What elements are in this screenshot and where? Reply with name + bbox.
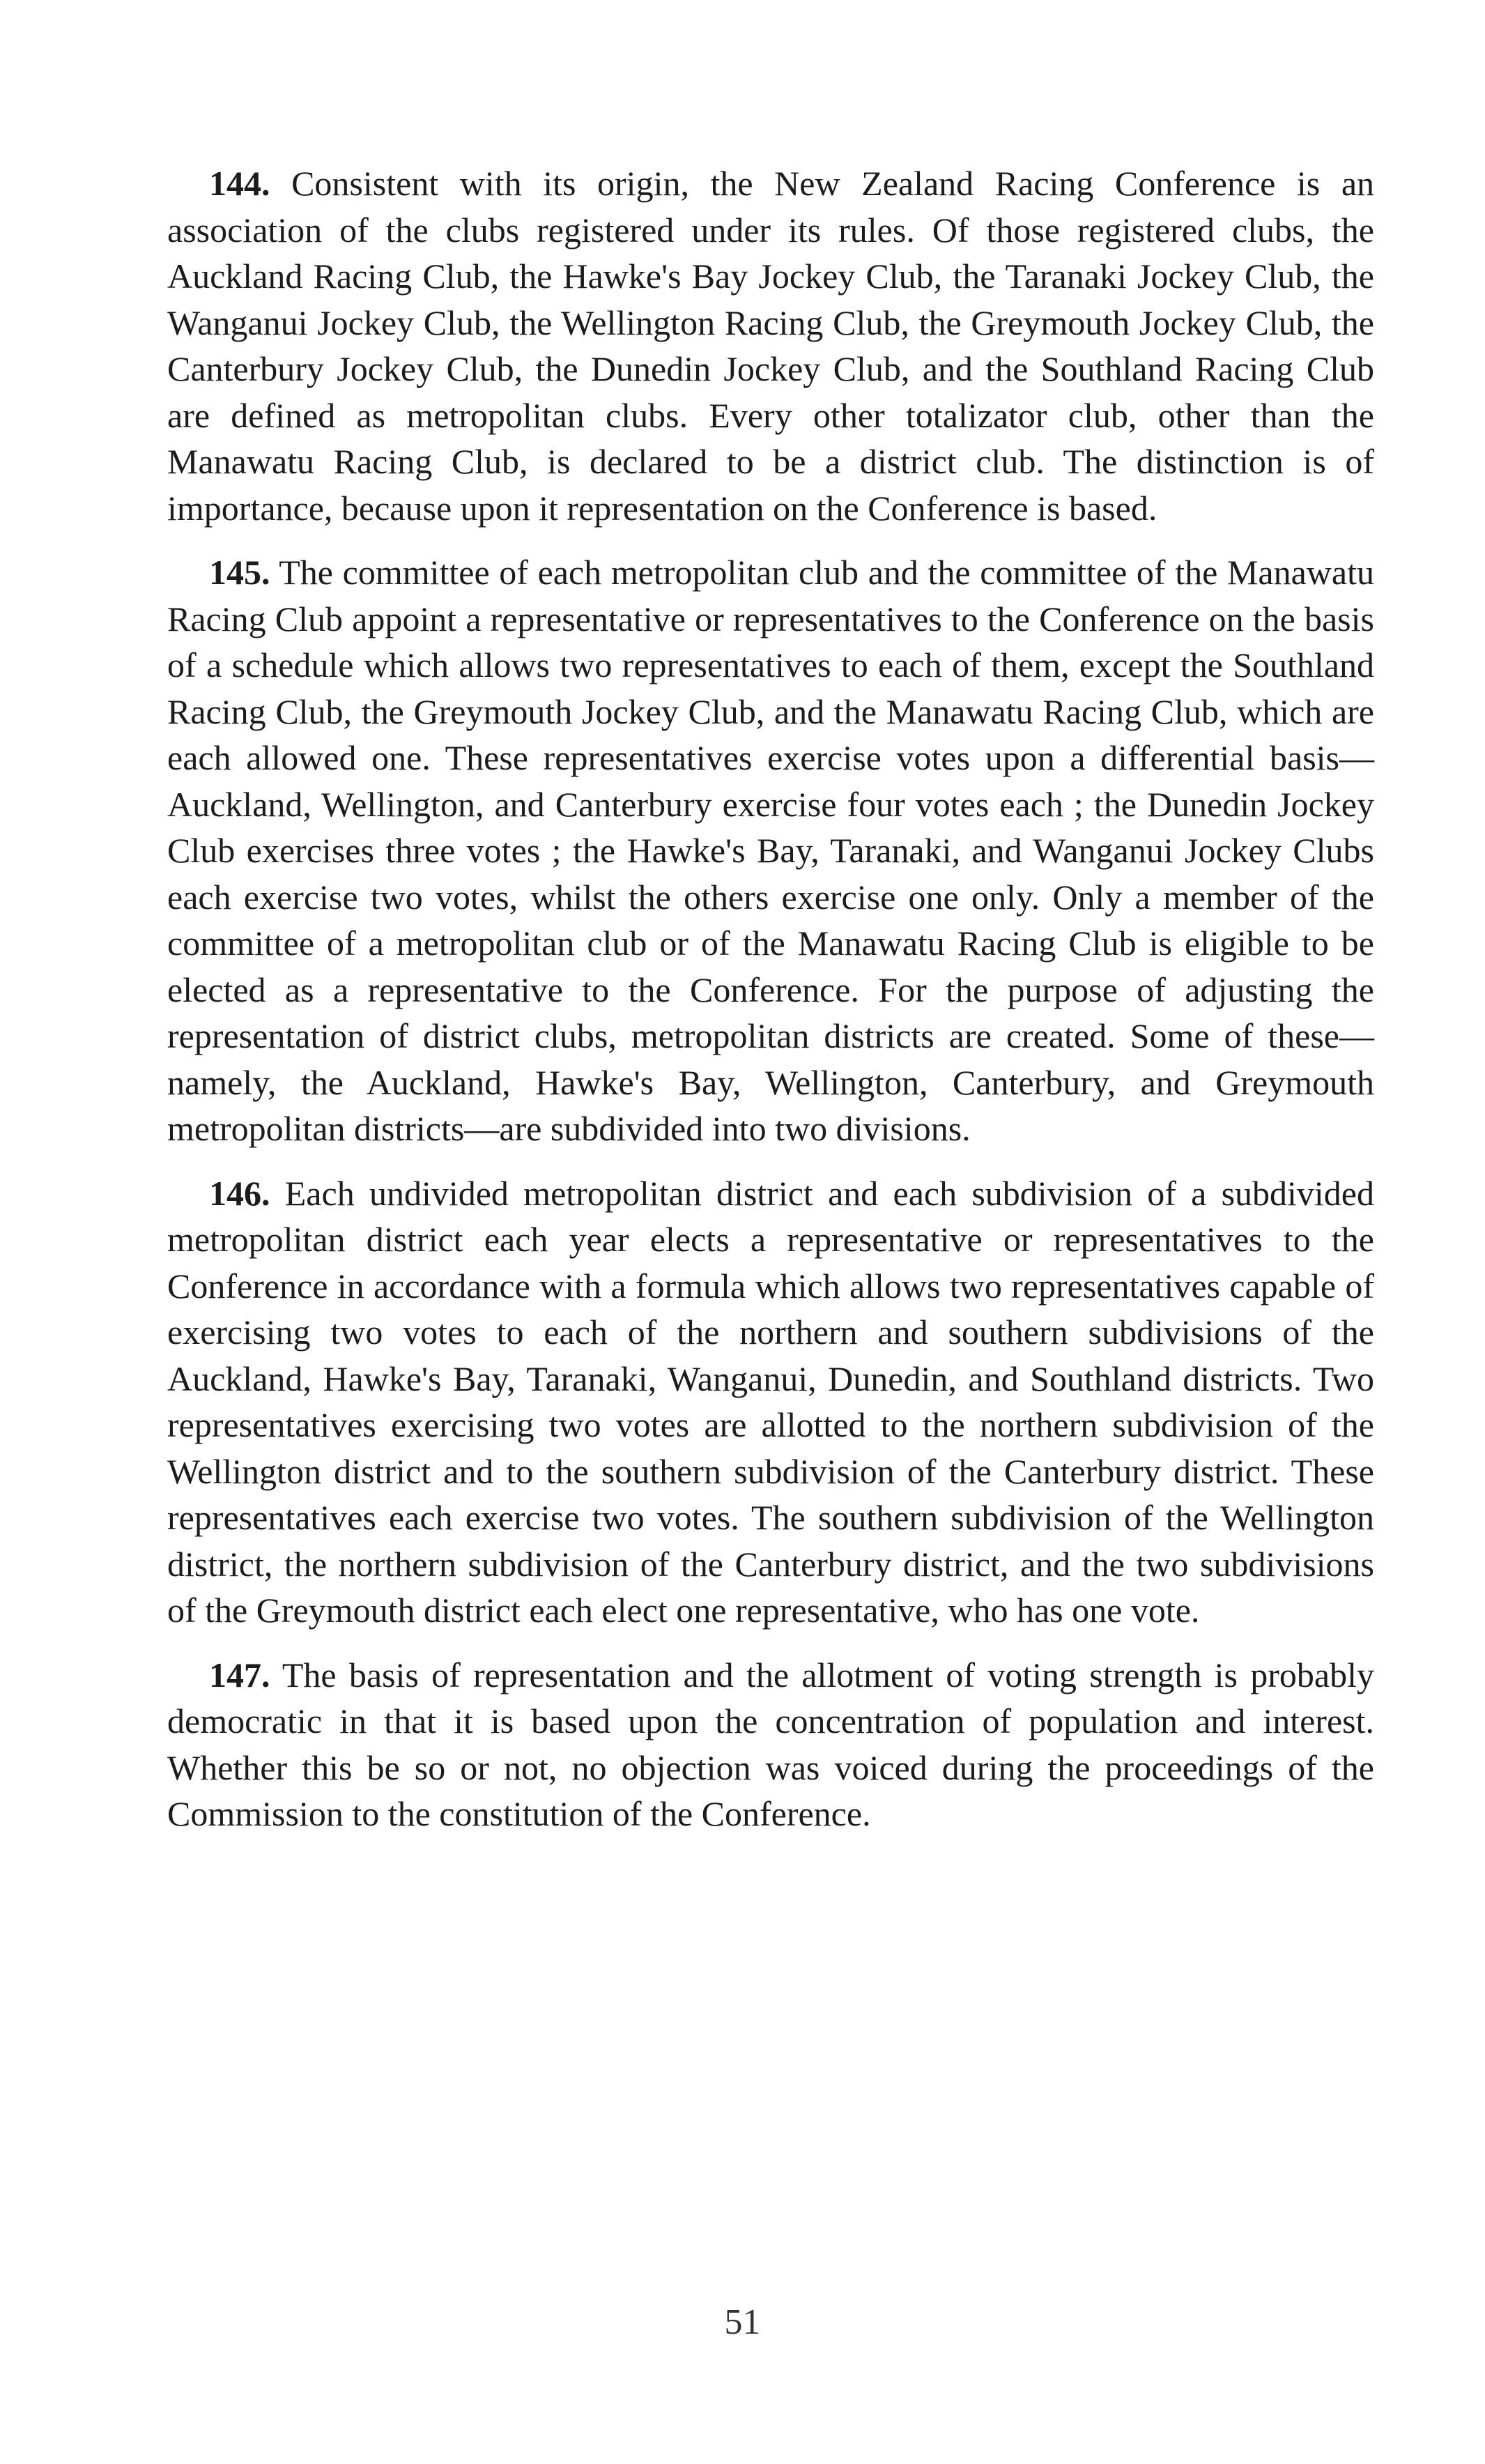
document-body bbox=[167, 160, 1374, 1855]
paragraph-147 bbox=[167, 1652, 1374, 1837]
paragraph-number: 145. bbox=[209, 553, 270, 592]
paragraph-146 bbox=[167, 1170, 1374, 1634]
paragraph-number: 147. bbox=[209, 1655, 270, 1694]
paragraph-number: 144. bbox=[209, 164, 270, 203]
paragraph-144 bbox=[167, 160, 1374, 531]
paragraph-145 bbox=[167, 549, 1374, 1152]
paragraph-text: The committee of each metropolitan club and the committee of the Manawatu Racing Club appoint a representative or representatives to the Conference on the basis of a schedule which allows two representatives to each of them, except the Southland Racing Club, the Greymouth Jockey Club, and the Manawatu Racing Club, which are each allowed one. These representatives exercise votes upon a differential basis—Auckland, Wellington, and Canterbury exercise four votes each ; the Dunedin Jockey Club exercises three votes ; the Hawke's Bay, Taranaki, and Wanganui Jockey Clubs each exercise two votes, whilst the others exercise one only. Only a member of the committee of a metropolitan club or of the Manawatu Racing Club is eligible to be elected as a representative to the Conference. For the purpose of adjusting the representation of district clubs, metropolitan districts are created. Some of these—namely, the Auckland, Hawke's Bay, Wellington, Canterbury, and Greymouth metropolitan districts—are subdivided into two divisions. bbox=[167, 553, 1374, 1148]
paragraph-text: Consistent with its origin, the New Zealand Racing Conference is an association of the clubs registered under its rules. Of those registered clubs, the Auckland Racing Club, the Hawke's Bay Jockey Club, the Taranaki Jockey Club, the Wanganui Jockey Club, the Wellington Racing Club, the Greymouth Jockey Club, the Canterbury Jockey Club, the Dunedin Jockey Club, and the Southland Racing Club are defined as metropolitan clubs. Every other totalizator club, other than the Manawatu Racing Club, is declared to be a district club. The distinction is of importance, because upon it representation on the Conference is based. bbox=[167, 164, 1375, 528]
paragraph-text: The basis of representation and the allotment of voting strength is probably democratic in that it is based upon the concentration of population and interest. Whether this be so or not, no objection was voiced during the proceedings of the Commission to the constitution of the Conference. bbox=[167, 1655, 1374, 1833]
paragraph-text: Each undivided metropolitan district and each subdivision of a subdivided metropolitan district each year elects a representative or representatives to the Conference in accordance with a formula which allows two representatives capable of exercising two votes to each of the northern and southern subdivisions of the Auckland, Hawke's Bay, Taranaki, Wanganui, Dunedin, and Southland districts. Two representatives exercising two votes are allotted to the northern subdivision of the Wellington district and to the southern subdivision of the Canterbury district. These representatives each exercise two votes. The southern subdivision of the Wellington district, the northern subdivision of the Canterbury district, and the two subdivisions of the Greymouth district each elect one representative, who has one vote. bbox=[167, 1173, 1374, 1630]
paragraph-number: 146. bbox=[209, 1173, 270, 1213]
page-number: 51 bbox=[724, 2302, 761, 2342]
